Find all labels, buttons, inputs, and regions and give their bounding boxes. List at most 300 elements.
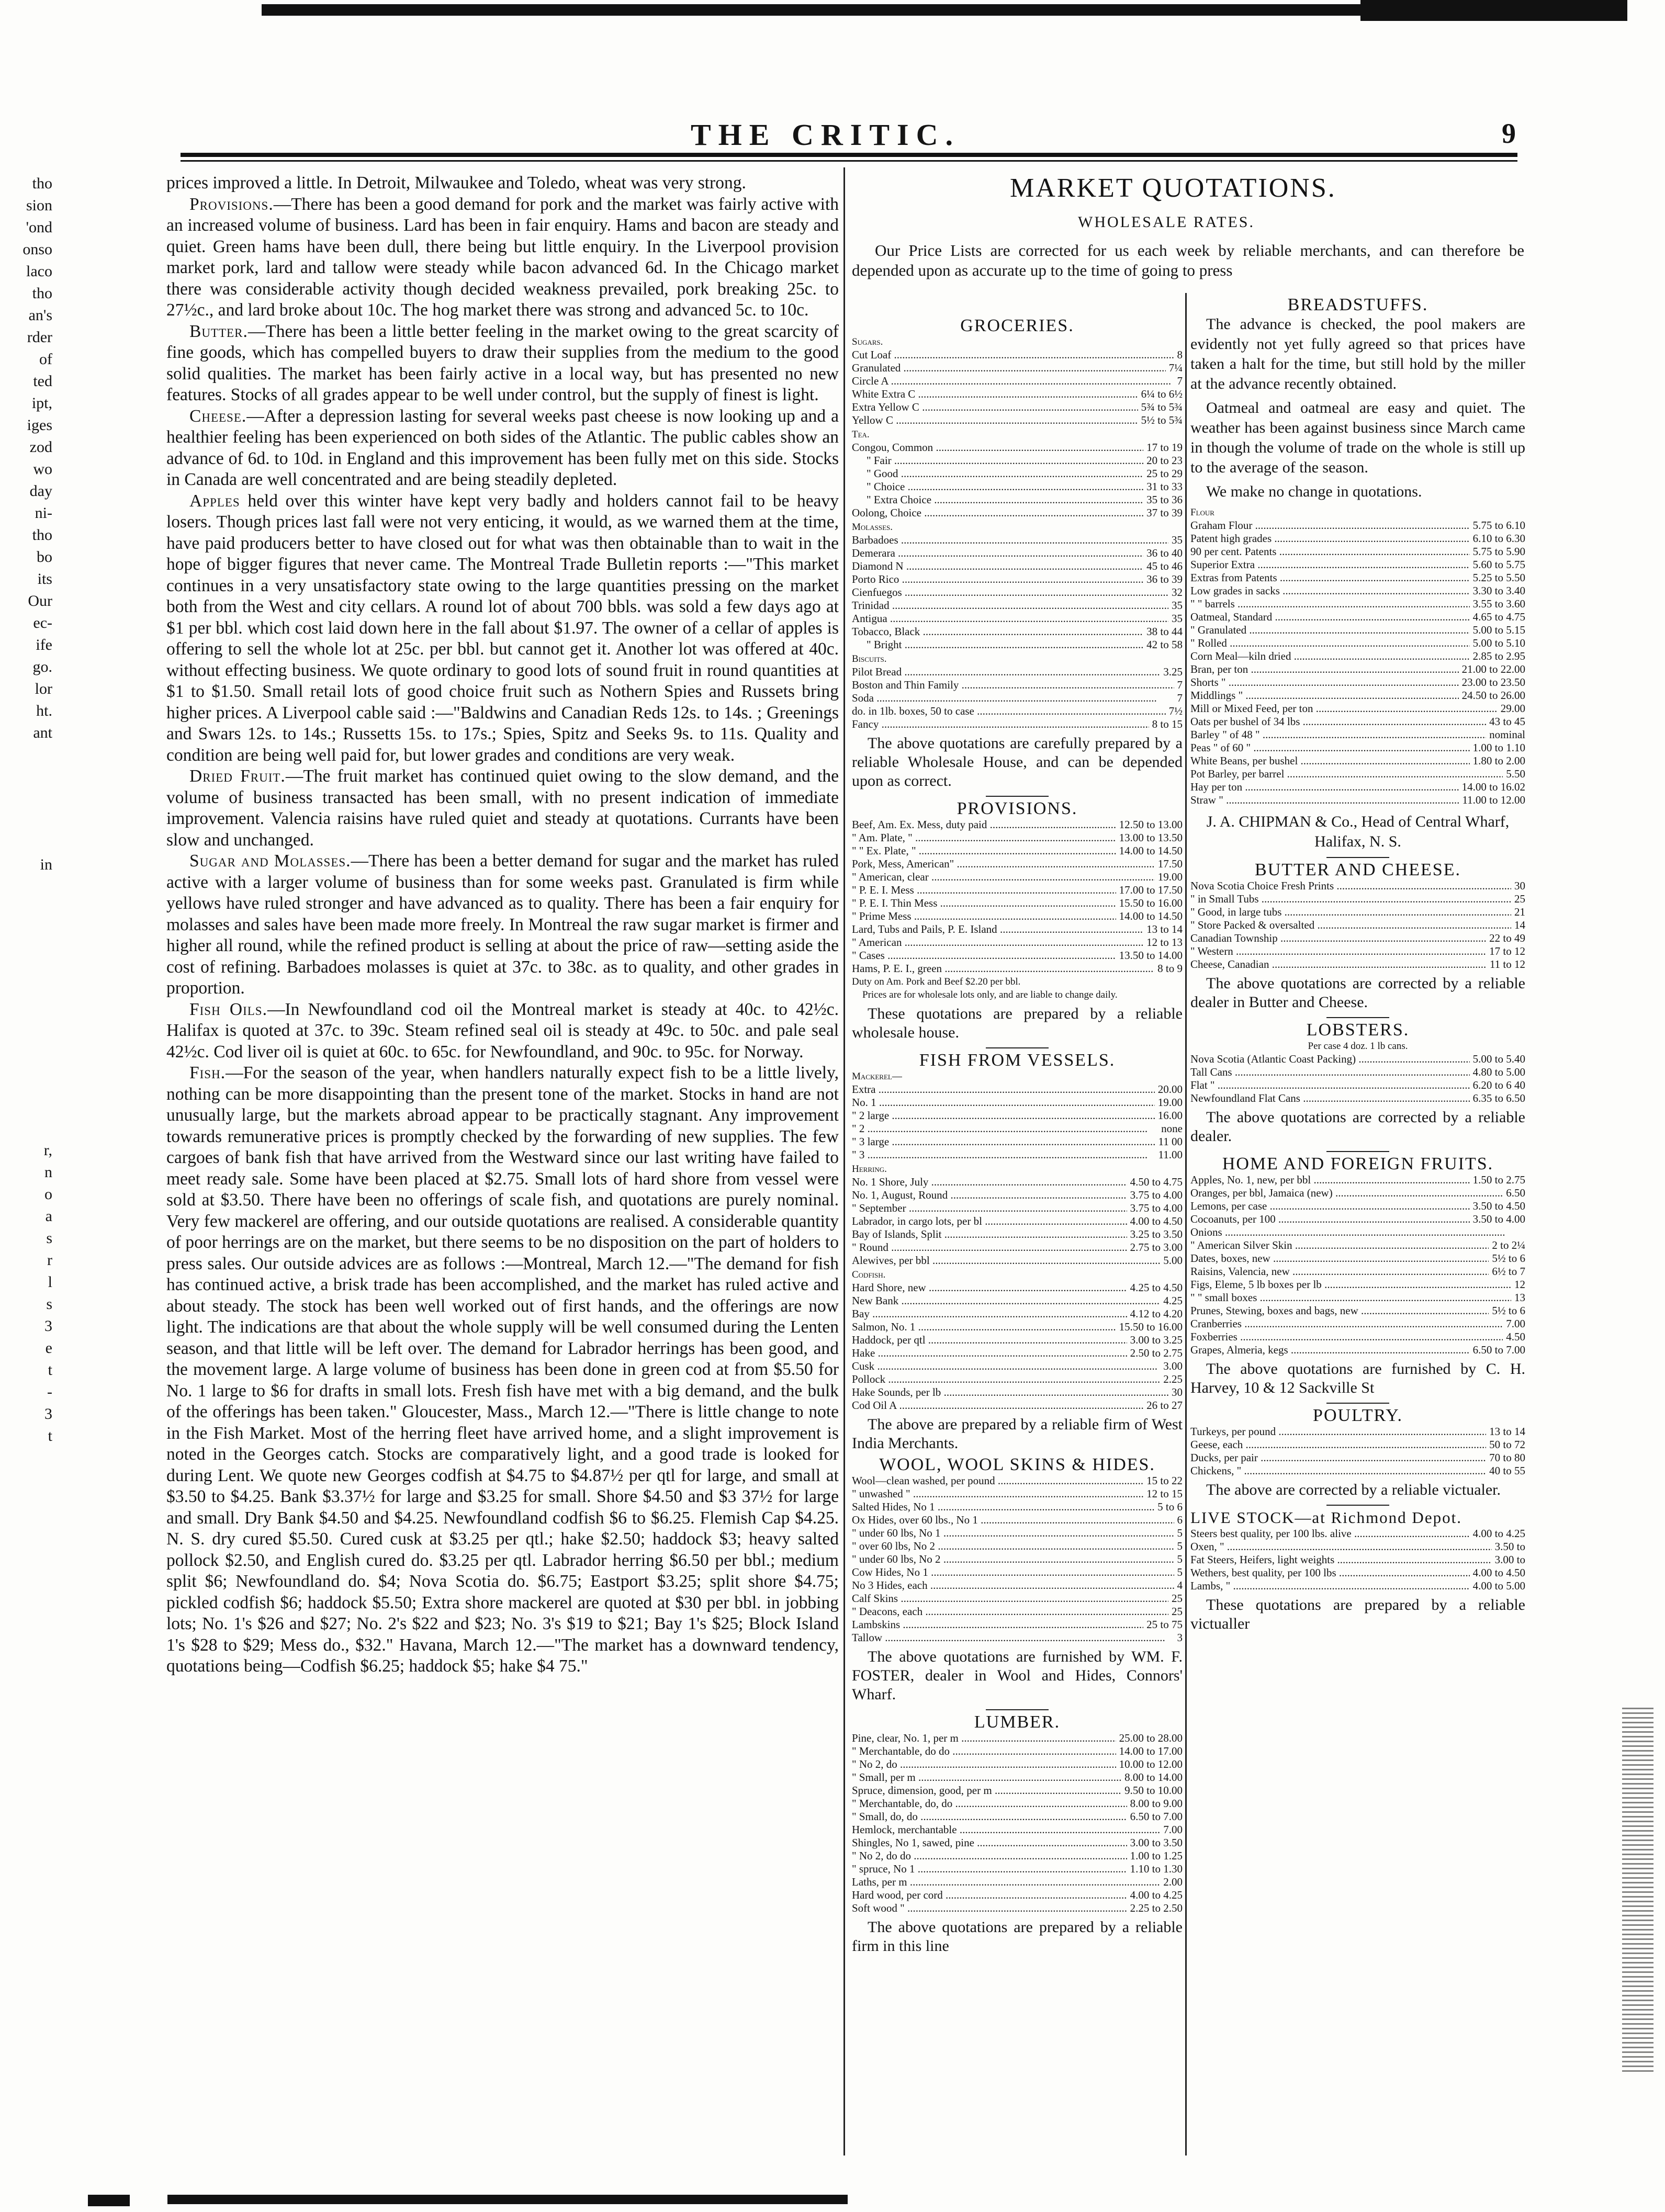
price-row: [852, 1758, 1183, 1771]
price-row: [852, 831, 1183, 844]
column-divider: [1185, 293, 1187, 2155]
item-price: 3.00 to 3.25: [1127, 1334, 1183, 1347]
margin-fragment: ht.: [36, 702, 52, 719]
price-row: [852, 679, 1183, 692]
wool-table: [852, 1474, 1183, 1644]
breadstuffs-table: [1190, 506, 1525, 807]
item-label: Hard wood, per cord .....: [852, 1889, 1127, 1902]
item-label: Peas " of 60 " .....: [1190, 741, 1470, 754]
price-row: [1190, 1425, 1525, 1438]
item-label: " under 60 lbs, No 2 .....: [852, 1553, 1174, 1566]
item-price: 2.50 to 2.75: [1127, 1347, 1183, 1360]
item-price: 4.80 to 5.00: [1470, 1066, 1525, 1079]
item-price: 36 to 39: [1143, 573, 1183, 586]
price-row: [852, 949, 1183, 962]
paragraph-lead: Fish Oils.: [189, 999, 267, 1019]
item-price: 25.00 to 28.00: [1116, 1732, 1183, 1745]
paragraph-text: —The fruit market has continued quiet owing to the slow demand, and the volume of business transacted has been small, with no present indication of immediate improvement. Valencia raisins have ruled quiet and steady at quotations. Currants have been slow and unchanged.: [166, 766, 839, 850]
item-label: Fancy .....: [852, 718, 1149, 731]
item-label: 90 per cent. Patents .....: [1190, 545, 1470, 558]
price-row: [1190, 637, 1525, 650]
item-label: Oats per bushel of 34 lbs .....: [1190, 715, 1486, 728]
item-label: New Bank .....: [852, 1294, 1160, 1307]
category-label: Codfish.: [852, 1269, 886, 1280]
price-row: [1190, 794, 1525, 807]
market-quotations-title: MARKET QUOTATIONS.: [1010, 173, 1336, 203]
paragraph-text: held over this winter have kept very badly and holders cannot fail to be heavy losers. Though prices last fall were not very enticing, it would, as we warned them at the time, have paid producers better to have closed out for what was then obtainable than to wait in the hope of bigger figures that never came. The Montreal Trade Bulletin reports :—"This market continues in a very unsatisfactory state owing to the large quantities pressing on the market both from the West and city cellars. A round lot of about 700 bbls. was sold a few days ago at $1 per bbl. which cost laid down here in the fall about $1.97. The owner of a cellar of apples is offering to sell the whole lot at 25c. per bbl. but cannot get it. Another lot was offered at 40c. without effecting business. We quote ordinary to good lots of sound fruit in round quantities at $1 to $1.50. Small retail lots of good choice fruit such as Nothern Spies and Russets bring higher prices. A Liverpool cable said :—"Baldwins and Canadian Reds 12s. to 14s. ; Greenings and Swars 12s. to 14s.; Russetts 15s. to 17s.; Spies, Spitz and Seeks 9s. to 11s. Quality and condition are being well paid for, but lower grades and conditions are very weak.: [166, 491, 839, 765]
item-price: 7: [1174, 692, 1183, 705]
item-label: Extra .....: [852, 1083, 1155, 1096]
item-label: White Extra C .....: [852, 388, 1138, 401]
item-price: 6½ to 7: [1489, 1265, 1525, 1278]
price-row: [852, 638, 1183, 651]
paragraph-text: —For the season of the year, when handlers naturally expect fish to be a little lively, nothing can be more disappointing than the present tone of the market. Stocks in hand are not unusually large, but the markets abroad appear to be practically stagnant. Any improvement towards remunerative prices is promptly checked by the forwarding of new supplies. The few cargoes of bank fish that have arrived from the Westward since our last writing have failed to meet ready sale. Some have been placed at $2.75. Small lots of hard shore from vessel were sold at $3.50. There have been no offerings of scale fish, and quotations are purely nominal. Very few mackerel are offering, and our outside quotations are realised. A considerable quantity of poor herrings are on the market, but there seems to be no disposition on the part of holders to press sales. Our outside advices are as follows :—Montreal, March 12.—"The demand for fish has continued active, a brisk trade has been accomplished, and the market has ruled active and about steady. The stock has been well worked out of first hands, and the offerings are now light. The indications are that about the whole supply will be well consumed during the Lenten season, and that little will be left over. The demand for Labrador herrings has been good, and the movement large. A large volume of business has been done in green cod at from $5.50 for No. 1 large to $6 for drafts in small lots. Fresh fish have met with a big demand, and the bulk of the offerings has been taken." Gloucester, Mass., March 12.—"There is little change to note in the Fish Market. Most of the herring fleet have arrived home, and a slight improvement is noted in the Georges catch. Stocks are comparatively light, and a good trade is looked for during Lent. We quote new Georges codfish at $4.75 to $4.87½ per qtl for large, and small at $3.50 to $4.25. Bank $3.37½ for large and $3.25 for small. Shore $4.50 and $3 37½ for large and small. Dry Bank $4.50 and $4.25. Newfoundland codfish $6 to $6.25. Flemish Cap $4.25. N. S. dry cured $5.50. Cured cusk at $3.25 per qtl.; hake $2.50; haddock $3; heavy salted pollock $2.50, and English cured do. $3.25 per qtl. Labrador herring $6.50 per bbl.; medium split $6; Newfoundland do. $4; Nova Scotia do. $6.75; Eastport $3.25; split shore $4.75; pickled codfish $6; haddock $5.50; Extra shore mackerel are quoted at $30 per bbl. in jobbing lots; No. 1's $26 and $27; No. 2's $22 and $23; No. 3's $19 to $21; Bay 1's $25; Block Island 1's $28 to $29; Mess do., $32." Havana, March 12.—"The market has a downward tendency, quotations being—Codfish $6.25; haddock $5; hake $4 75.": [166, 1063, 839, 1676]
paragraph-text: —There has been a better demand for sugar and the market has ruled active with a larger volume of business than for some weeks past. Granulated is firm while yellows have ruled stronger and have advanced as to quality. There has been a fair enquiry for molasses and sales have been made more freely. In Montreal the raw sugar market is firmer and higher all round, while the refined product is selling at about the price of raw—setting aside the cost of refining. Barbadoes molasses is quiet at 37c. to 38c. as to quality, and other grades in proportion.: [166, 851, 839, 998]
item-price: 8 to 9: [1154, 962, 1183, 975]
item-label: Boston and Thin Family .....: [852, 679, 1174, 692]
price-row: [852, 1347, 1183, 1360]
item-label: Tall Cans .....: [1190, 1066, 1470, 1079]
price-row: [1190, 689, 1525, 702]
margin-fragment: r: [47, 1251, 52, 1269]
price-row: [1190, 728, 1525, 741]
price-row: [852, 1215, 1183, 1228]
price-row: [852, 612, 1183, 625]
section-title: BUTTER AND CHEESE.: [1255, 860, 1461, 879]
price-row: [852, 1810, 1183, 1823]
item-price: 4.50: [1503, 1330, 1525, 1344]
price-row: [1190, 1304, 1525, 1317]
margin-fragment: [0, 810, 52, 832]
margin-fragment: [0, 1008, 52, 1030]
item-label: " Cases .....: [852, 949, 1116, 962]
item-price: 4.12 to 4.20: [1127, 1307, 1183, 1321]
item-label: " " small boxes .....: [1190, 1291, 1511, 1304]
item-label: Hard Shore, new .....: [852, 1281, 1127, 1294]
price-row: [1190, 1344, 1525, 1357]
margin-fragment: ipt,: [31, 394, 52, 412]
item-price: 3.75 to 4.00: [1127, 1189, 1183, 1202]
item-price: 13: [1511, 1291, 1525, 1304]
item-price: 1.00 to 1.10: [1470, 741, 1525, 754]
section-title: FISH FROM VESSELS.: [919, 1051, 1116, 1070]
item-label: " P. E. I. Thin Mess .....: [852, 897, 1116, 910]
item-price: 5 to 6: [1154, 1500, 1183, 1514]
item-label: Wethers, best quality, per 100 lbs .....: [1190, 1566, 1470, 1579]
price-row: [852, 1784, 1183, 1797]
scan-edge-bar: [167, 2195, 848, 2204]
section-note: The above are corrected by a reliable victualer.: [1206, 1481, 1501, 1498]
item-label: " Merchantable, do, do .....: [852, 1797, 1127, 1810]
item-label: Chickens, " .....: [1190, 1464, 1486, 1477]
item-price: 3.00 to: [1492, 1553, 1525, 1566]
price-row: [852, 441, 1183, 454]
item-price: 6.20 to 6 40: [1470, 1079, 1525, 1092]
article-paragraph: [166, 851, 839, 999]
item-label: Lambskins .....: [852, 1618, 1143, 1631]
item-price: 3.75 to 4.00: [1127, 1202, 1183, 1215]
item-price: 7: [1174, 679, 1183, 692]
item-price: 37 to 39: [1143, 506, 1183, 520]
section-rule: [986, 1709, 1049, 1710]
item-price: 35: [1168, 599, 1183, 612]
article-paragraph: [166, 173, 839, 194]
paragraph-lead: Provisions.: [189, 194, 274, 214]
item-label: Cocoanuts, per 100 .....: [1190, 1213, 1470, 1226]
item-label: Patent high grades .....: [1190, 532, 1470, 545]
item-label: " Choice .....: [852, 480, 1143, 493]
margin-fragment: [0, 986, 52, 1008]
price-row: [852, 1863, 1183, 1876]
item-price: 32: [1168, 586, 1183, 599]
item-label: Calf Skins .....: [852, 1592, 1168, 1605]
item-price: 5.00 to 5.40: [1470, 1053, 1525, 1066]
item-label: " unwashed " .....: [852, 1487, 1143, 1500]
item-price: 4.00 to 4.50: [1127, 1215, 1183, 1228]
fish-table: [852, 1070, 1183, 1412]
item-label: Prunes, Stewing, boxes and bags, new .....: [1190, 1304, 1489, 1317]
item-label: Bay .....: [852, 1307, 1127, 1321]
header-rule: [181, 153, 1517, 157]
scan-edge-bar: [1360, 0, 1627, 21]
item-price: 21: [1511, 906, 1525, 919]
item-label: " September .....: [852, 1202, 1127, 1215]
item-price: 2 to 2¼: [1489, 1239, 1525, 1252]
margin-fragment: [0, 876, 52, 898]
item-label: " 3 .....: [852, 1148, 1148, 1161]
item-label: " Granulated .....: [1190, 624, 1470, 637]
item-price: 5: [1174, 1540, 1183, 1553]
margin-fragment: [0, 898, 52, 920]
margin-fragment: rder: [27, 329, 52, 346]
item-price: 1.00 to 1.25: [1127, 1849, 1183, 1863]
price-row: [852, 375, 1183, 388]
price-row: [852, 560, 1183, 573]
section-note: These quotations are prepared by a reliable victualler: [1190, 1596, 1525, 1632]
price-row: [852, 534, 1183, 547]
item-label: " American, clear .....: [852, 871, 1155, 884]
item-label: Oxen, " .....: [1190, 1540, 1492, 1553]
price-row: [852, 1228, 1183, 1241]
item-price: 2.75 to 3.00: [1127, 1241, 1183, 1254]
section-title: LIVE STOCK—at Richmond Depot.: [1190, 1508, 1462, 1527]
margin-fragment: ec-: [33, 614, 52, 631]
right-column: [1190, 293, 1525, 1639]
item-label: Mill or Mixed Feed, per ton .....: [1190, 702, 1498, 715]
paragraph-lead: Apples: [189, 491, 240, 511]
item-price: nominal: [1486, 728, 1525, 741]
item-label: Barley " of 48 " .....: [1190, 728, 1486, 741]
item-price: 8 to 15: [1149, 718, 1183, 731]
item-price: 29.00: [1498, 702, 1525, 715]
item-price: 20.00: [1155, 1083, 1183, 1096]
item-price: 5½ to 6: [1489, 1252, 1525, 1265]
item-price: 2.85 to 2.95: [1470, 650, 1525, 663]
price-row: [852, 1514, 1183, 1527]
margin-fragment: [0, 744, 52, 766]
margin-fragment: [0, 1096, 52, 1118]
price-row: [852, 1732, 1183, 1745]
price-row: [852, 884, 1183, 897]
price-row: [852, 1399, 1183, 1412]
price-row: [852, 1540, 1183, 1553]
section-note: J. A. CHIPMAN & Co., Head of Central Wharf, Halifax, N. S.: [1206, 813, 1510, 850]
scan-edge-noise: [1622, 1706, 1653, 2072]
item-price: 12: [1511, 1278, 1525, 1291]
item-label: Demerara .....: [852, 547, 1143, 560]
price-row: [1190, 1173, 1525, 1187]
header-rule-thin: [181, 160, 1517, 162]
item-price: 7¼: [1166, 362, 1183, 375]
section-rule: [1326, 857, 1389, 858]
price-row: [1190, 1291, 1525, 1304]
item-label: Pollock .....: [852, 1373, 1160, 1386]
item-label: Laths, per m .....: [852, 1876, 1160, 1889]
paragraph-text: —There has been a good demand for pork and the market was fairly active with an increased volume of business. Lard has been in fair enquiry. Hams and bacon are steady and quiet. Green hams have been dull, there being but little enquiry. In the Liverpool provision market pork, lard and tallow were steady while bacon advanced 6d. In the Chicago market there was considerable activity though decided weakness prevailed, pork breaking 25c. to 27½c., and lard broke about 10c. The hog market there was strong and advanced 5c. to 10c.: [166, 194, 839, 320]
section-title: PROVISIONS.: [957, 799, 1078, 818]
poultry-table: [1190, 1425, 1525, 1477]
paragraph-lead: Fish.: [189, 1063, 226, 1082]
item-price: 5.60 to 5.75: [1470, 558, 1525, 571]
article-paragraph: [166, 321, 839, 406]
price-row: [852, 1553, 1183, 1566]
category-label: Biscuits.: [852, 653, 887, 664]
item-label: Cheese, Canadian .....: [1190, 958, 1487, 971]
item-label: " Merchantable, do do .....: [852, 1745, 1116, 1758]
category-label: Sugars.: [852, 336, 883, 347]
item-label: Ducks, per pair .....: [1190, 1451, 1486, 1464]
price-row: [1190, 532, 1525, 545]
price-row: [1190, 715, 1525, 728]
item-label: Pilot Bread .....: [852, 665, 1160, 679]
section-title: WOOL, WOOL SKINS & HIDES.: [879, 1455, 1155, 1474]
item-label: Geese, each .....: [1190, 1438, 1486, 1451]
margin-fragment: s: [46, 1295, 52, 1313]
price-row: [852, 1307, 1183, 1321]
item-price: 2.25 to 2.50: [1127, 1902, 1183, 1915]
item-label: do. in 1lb. boxes, 50 to case .....: [852, 705, 1166, 718]
item-price: 9.50 to 10.00: [1121, 1784, 1183, 1797]
category-label: Flour: [1190, 507, 1214, 518]
item-price: 20 to 23: [1143, 454, 1183, 467]
item-label: Wool—clean washed, per pound .....: [852, 1474, 1143, 1487]
price-row: [852, 1281, 1183, 1294]
item-price: 6.10 to 6.30: [1470, 532, 1525, 545]
price-row: [852, 348, 1183, 362]
item-label: " Rolled .....: [1190, 637, 1470, 650]
margin-fragment: in: [40, 856, 52, 873]
item-price: 5: [1174, 1566, 1183, 1579]
item-price: 3.50 to: [1492, 1540, 1525, 1553]
butter-table: [1190, 879, 1525, 971]
item-label: Pork, Mess, American" .....: [852, 857, 1155, 871]
price-row: [852, 1254, 1183, 1267]
price-row: [852, 1294, 1183, 1307]
item-price: 22 to 49: [1486, 932, 1525, 945]
item-price: 5: [1174, 1553, 1183, 1566]
item-price: 6¼ to 6½: [1138, 388, 1183, 401]
margin-fragment: iges: [27, 416, 52, 434]
margin-fragment: ted: [33, 373, 52, 390]
item-label: No. 1, August, Round .....: [852, 1189, 1127, 1202]
price-row: [1190, 571, 1525, 584]
margin-fragment: o: [44, 1186, 52, 1203]
footnote: Prices are for wholesale lots only, and are liable to change daily.: [862, 989, 1118, 1000]
item-label: " spruce, No 1 .....: [852, 1863, 1127, 1876]
margin-fragment: n: [44, 1164, 52, 1181]
margin-fragment: r,: [43, 1142, 52, 1159]
price-row: [1190, 1239, 1525, 1252]
price-row: [852, 1797, 1183, 1810]
item-price: 14.00 to 17.00: [1116, 1745, 1183, 1758]
item-label: Flat " .....: [1190, 1079, 1470, 1092]
price-row: [852, 871, 1183, 884]
item-price: 17 to 12: [1486, 945, 1525, 958]
item-price: 4: [1174, 1579, 1183, 1592]
price-row: [852, 1135, 1183, 1148]
section-rule: [1326, 1403, 1389, 1404]
section-title: BREADSTUFFS.: [1287, 295, 1428, 314]
paragraph-lead: Dried Fruit.: [189, 766, 286, 786]
margin-fragment: a: [45, 1207, 52, 1225]
item-price: 3.00: [1160, 1360, 1183, 1373]
item-price: 14.00 to 16.02: [1459, 781, 1525, 794]
middle-column: [852, 293, 1183, 1961]
price-row: [852, 1202, 1183, 1215]
item-label: Hay per ton .....: [1190, 781, 1459, 794]
item-price: 11 00: [1155, 1135, 1183, 1148]
breadstuffs-paragraph: We make no change in quotations.: [1206, 483, 1422, 500]
item-label: " Good .....: [852, 467, 1143, 480]
section-title: POULTRY.: [1313, 1406, 1403, 1425]
item-price: 25 to 75: [1143, 1618, 1183, 1631]
category-label: Herring.: [852, 1164, 887, 1175]
item-label: " Western .....: [1190, 945, 1486, 958]
item-label: Cienfuegos .....: [852, 586, 1168, 599]
item-label: " 3 large .....: [852, 1135, 1155, 1148]
margin-fragment: e: [45, 1339, 52, 1357]
item-label: Hams, P. E. I., green .....: [852, 962, 1154, 975]
item-price: 5.00 to 5.15: [1470, 624, 1525, 637]
column-divider: [843, 167, 845, 2155]
item-label: " No 2, do .....: [852, 1758, 1116, 1771]
margin-fragment: 3: [44, 1317, 52, 1335]
item-price: 13 to 14: [1486, 1425, 1525, 1438]
price-row: [852, 718, 1183, 731]
item-label: Middlings " .....: [1190, 689, 1459, 702]
item-price: 15 to 22: [1143, 1474, 1183, 1487]
item-label: Canadian Township .....: [1190, 932, 1486, 945]
price-row: [852, 818, 1183, 831]
item-label: Barbadoes .....: [852, 534, 1168, 547]
price-row: [1190, 702, 1525, 715]
price-row: [1190, 1079, 1525, 1092]
price-row: [852, 1148, 1183, 1161]
price-row: [852, 493, 1183, 506]
item-price: 30: [1511, 879, 1525, 893]
groceries-table: [852, 335, 1183, 731]
item-price: 13.00 to 13.50: [1116, 831, 1183, 844]
footnote: Duty on Am. Pork and Beef $2.20 per bbl.: [852, 976, 1021, 987]
price-row: [852, 1902, 1183, 1915]
item-price: 3.25 to 3.50: [1127, 1228, 1183, 1241]
item-price: 8.00 to 14.00: [1121, 1771, 1183, 1784]
paragraph-text: —There has been a little better feeling in the market owing to the great scarcity of fine goods, which has compelled buyers to draw their supplies from the medium to the good solid qualities. The market has been fairly active in a local way, but has presented no new features. Stocks of all grades appear to be well under control, but the supply of finest is light.: [166, 321, 839, 404]
margin-fragment: bo: [37, 548, 52, 566]
price-row: [852, 1631, 1183, 1644]
item-price: 5.25 to 5.50: [1470, 571, 1525, 584]
item-label: Beef, Am. Ex. Mess, duty paid .....: [852, 818, 1116, 831]
item-price: 4.00 to 4.25: [1127, 1889, 1183, 1902]
paragraph-lead: Cheese.: [189, 406, 247, 426]
section-rule: [1326, 1151, 1389, 1152]
livestock-table: [1190, 1527, 1525, 1593]
section-note: The above are prepared by a reliable firm of West India Merchants.: [852, 1416, 1183, 1452]
price-row: [852, 705, 1183, 718]
item-price: 2.25: [1160, 1373, 1183, 1386]
item-price: 11.00: [1155, 1148, 1183, 1161]
price-row: [852, 454, 1183, 467]
paragraph-lead: Butter.: [189, 321, 248, 341]
page-number: 9: [1502, 118, 1516, 149]
item-label: Oatmeal, Standard .....: [1190, 611, 1470, 624]
item-price: 4.25: [1160, 1294, 1183, 1307]
price-row: [1190, 676, 1525, 689]
margin-fragment: [0, 964, 52, 986]
item-label: Grapes, Almeria, kegs .....: [1190, 1344, 1470, 1357]
item-label: Lard, Tubs and Pails, P. E. Island .....: [852, 923, 1143, 936]
margin-fragment: an's: [28, 307, 52, 324]
item-price: 25 to 29: [1143, 467, 1183, 480]
item-label: Foxberries .....: [1190, 1330, 1503, 1344]
margin-fragment: t: [48, 1361, 52, 1379]
item-label: " No 2, do do .....: [852, 1849, 1127, 1863]
article-paragraph: [166, 491, 839, 766]
item-label: Granulated .....: [852, 362, 1166, 375]
margin-fragment: [0, 1118, 52, 1139]
breadstuffs-paragraph: Oatmeal and oatmeal are easy and quiet. The weather has been against business since March came in though the volume of trade on the whole is still up to the average of the season.: [1190, 399, 1525, 476]
price-row: [852, 1592, 1183, 1605]
item-price: 42 to 58: [1143, 638, 1183, 651]
item-label: Shingles, No 1, sawed, pine .....: [852, 1836, 1127, 1849]
margin-fragment: tho: [32, 175, 52, 192]
item-price: 16.00: [1155, 1109, 1183, 1122]
price-row: [1190, 1317, 1525, 1330]
item-price: 26 to 27: [1143, 1399, 1183, 1412]
item-price: 12.50 to 13.00: [1116, 818, 1183, 831]
item-price: 5.00 to 5.10: [1470, 637, 1525, 650]
item-price: 3: [1174, 1631, 1183, 1644]
price-row: [1190, 584, 1525, 597]
paragraph-text: —In Newfoundland cod oil the Montreal market is steady at 40c. to 42½c. Halifax is quoted at 37c. to 39c. Steam refined seal oil is steady at 49c. to 50c. and pale seal 42½c. Cod liver oil is quiet at 60c. to 65c. for Newfoundland, and 90c. to 95c. for Norway.: [166, 999, 839, 1062]
margin-fragment: its: [37, 570, 52, 588]
price-row: [1190, 1053, 1525, 1066]
item-label: " Deacons, each .....: [852, 1605, 1168, 1618]
item-price: 24.50 to 26.00: [1459, 689, 1525, 702]
paragraph-lead: Sugar and Molasses.: [189, 851, 351, 871]
item-price: 17 to 19: [1143, 441, 1183, 454]
item-price: 50 to 72: [1486, 1438, 1525, 1451]
market-quotations-subtitle: WHOLESALE RATES.: [1078, 213, 1255, 231]
item-label: Pot Barley, per barrel .....: [1190, 768, 1503, 781]
margin-fragment: [0, 832, 52, 854]
item-label: Shorts " .....: [1190, 676, 1459, 689]
item-label: " under 60 lbs, No 1 .....: [852, 1527, 1174, 1540]
item-label: Ox Hides, over 60 lbs., No 1 .....: [852, 1514, 1174, 1527]
item-label: " " barrels .....: [1190, 597, 1470, 611]
provisions-table: [852, 818, 1183, 975]
item-label: Labrador, in cargo lots, per bl .....: [852, 1215, 1127, 1228]
